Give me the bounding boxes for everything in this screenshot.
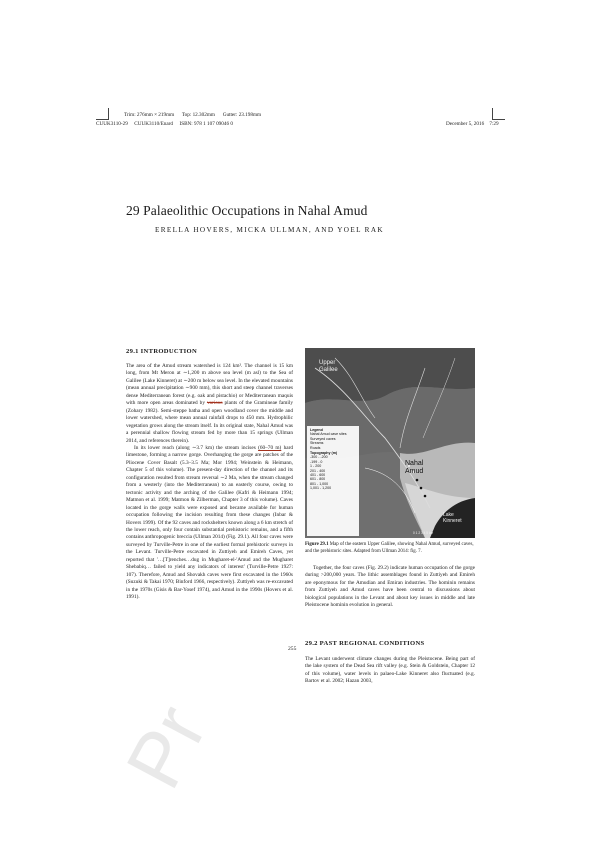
chapter-title: 29 Palaeolithic Occupations in Nahal Amud — [126, 203, 368, 218]
figure-map — [305, 348, 475, 538]
paragraph: Together, the four caves (Fig. 29.2) indicate human occupation of the gorge during >200,000 years. The lithic assemblages found in Zuttiyeh and Emireh are eponymous for the Amudian and Emiran industries. The hominin remains from Zuttiyeh and Amud caves have been central to discussions about biological populations in the Levant and about key issues in middle and late Pleistocene hominin evolution in general. — [305, 565, 475, 609]
topography-title: Topography (m) — [310, 451, 338, 456]
topography-item: 801 - 1,000 — [310, 481, 329, 486]
gutter-size: Gutter: 23.198mm — [222, 112, 262, 118]
topography-item: 601 - 800 — [310, 477, 326, 482]
text-span: plants of the Gramineae family (Zohary 1982). Semi-steppe batha and open woodland cover the middle and lower watershed, where mean annual rainfall drops to 450 mm. Hydrophilic vegetation grows along the stream itself. In its original state, Nahal Amud was a perennial shallow flowing stream fed by more than 15 springs (Ullman 2014, and references therein). — [126, 400, 293, 444]
text-span: The area of the Amud stream watershed is 124 km². The channel is 15 km long, from Mt Meron at ∼1,200 m above sea level (m asl) to the Sea of Galilee (Lake Kinneret) at ∼200 m below sea level. In the elevated mountains (mean annual precipitation ∼900 mm), this short and steep channel traverses dense Mediterranean forest (e.g. oak and pistachio) or Mediterranean maquis with more open areas dominated by — [126, 363, 293, 407]
map-legend — [310, 428, 347, 491]
topography-item: -199 - 0 — [310, 459, 323, 464]
section-heading-introduction: 29.1 INTRODUCTION — [126, 348, 198, 355]
map-label-nahal-amud: Nahal Amud — [405, 460, 424, 475]
map-scale-bar: 0 1 2 3 4 5 km — [413, 531, 434, 535]
paragraph — [126, 445, 293, 602]
text-span: In its lower reach (along ∼3.7 km) the stream incises — [134, 444, 256, 451]
legend-item: Nahal Amud cave sites — [310, 432, 347, 437]
paragraph — [126, 363, 293, 445]
proof-watermark: Pr — [108, 691, 224, 802]
time: 7:29 — [489, 121, 499, 127]
text-span: hard limestone, forming a narrow gorge. Overhanging the gorge are patches of the Pliocene Cover Basalt (5.3–3.5 Ma; Mor 1994; Weinstein & Heimann, Chapter 5 of this volume). The present-day direction of the channel and its configuration resulted from stream reversal ∼2 Ma, when the stream changed from a westerly (into the Mediterranean) to an easterly course, owing to tectonic activity and the arching of the Galilee (Kafri & Heimann 1994; Matmon et al. 1999; Matmon & Zilberman, Chapter 3 of this volume). Caves located in the gorge walls were exposed and became available for human occupation following the incision resulting from these changes (Inbar & Hovers 1999). Of the 92 caves and rockshelters known along a 6 km stretch of the lower reach, only four contain substantial prehistoric remains, and a fifth contains anthropogenic breccia (Ullman 2014) (Fig. 29.1). All four caves were surveyed by Turville-Petre in one of the earliest formal prehistoric surveys in the Levant. Turville-Petre excavated in Zuttiyeh and Emireh Caves, yet reported that '…[T]renches…dug in Mugharet-el-'Amud and the Mugharet Shebabiq… failed to yield any indicators of interest' (Turville-Petre 1927: 107). Therefore, Amud and Shovakh caves were first excavated in the 1960s (Suzuki & Takai 1970; Binford 1966, respectively). Zuttiyeh was re-excavated in the 1970s (Gisis & Bar-Yosef 1974), and Amud in the 1990s (Hovers et al. 1991). — [126, 444, 294, 601]
left-column-text — [126, 363, 293, 602]
legend-item: Surveyed caves — [310, 436, 336, 441]
top-margin: Top: 12.302mm — [181, 112, 215, 118]
trim-size: Trim: 276mm × 219mm — [124, 112, 175, 118]
topography-item: 201 - 400 — [310, 468, 326, 473]
print-meta-line-1 — [124, 112, 261, 119]
isbn: ISBN: 978 1 107 09046 0 — [179, 121, 233, 127]
marked-measurement: (60–70 m) — [258, 444, 282, 451]
file-code: CUUK3110/Enard — [134, 121, 173, 127]
legend-title: Legend — [310, 428, 323, 432]
book-code: CUUK3110-29 — [96, 121, 128, 127]
section-heading-past-regional-conditions: 29.2 PAST REGIONAL CONDITIONS — [305, 640, 425, 647]
figure-label: Figure 29.1 — [305, 542, 329, 547]
chapter-authors: ERELLA HOVERS, MICKA ULLMAN, AND YOEL RAK — [155, 226, 384, 234]
paragraph: The Levant underwent climate changes during the Pleistocene. Being part of the lake system of the Dead Sea rift valley (e.g. Stein & Goldstein, Chapter 12 of this volume), water levels in palaeo-Lake Kinneret also fluctuated (e.g. Bartov et al. 2002; Hazan 2003, — [305, 656, 475, 685]
topography-item: 401 - 600 — [310, 473, 326, 478]
right-column-text-bottom — [305, 656, 475, 686]
crop-mark — [493, 119, 505, 120]
crop-mark — [108, 108, 109, 120]
legend-item: Roads — [310, 445, 321, 450]
figure-caption — [305, 542, 475, 555]
date: December 5, 2016 — [446, 121, 485, 127]
print-date — [446, 121, 499, 128]
print-meta-line-2 — [96, 121, 233, 128]
right-column-text-top — [305, 565, 475, 610]
topography-item: -300 - -200 — [310, 455, 328, 460]
legend-item: Streams — [310, 441, 324, 446]
figure-caption-text: Map of the eastern Upper Galilee, showing Nahal Amud, surveyed caves, and the prehistoric sites. Adapted from Ullman 2014: fig. 7. — [305, 542, 474, 554]
struck-word: various — [206, 400, 223, 407]
topography-item: 1 - 200 — [310, 464, 322, 469]
map-label-upper-galilee: Upper Galilee — [319, 360, 338, 373]
page-number: 255 — [288, 646, 297, 652]
map-label-lake-kinneret: Lake Kinneret — [443, 512, 462, 524]
crop-mark — [96, 119, 108, 120]
topography-item: 1,001 - 1,200 — [310, 486, 332, 491]
